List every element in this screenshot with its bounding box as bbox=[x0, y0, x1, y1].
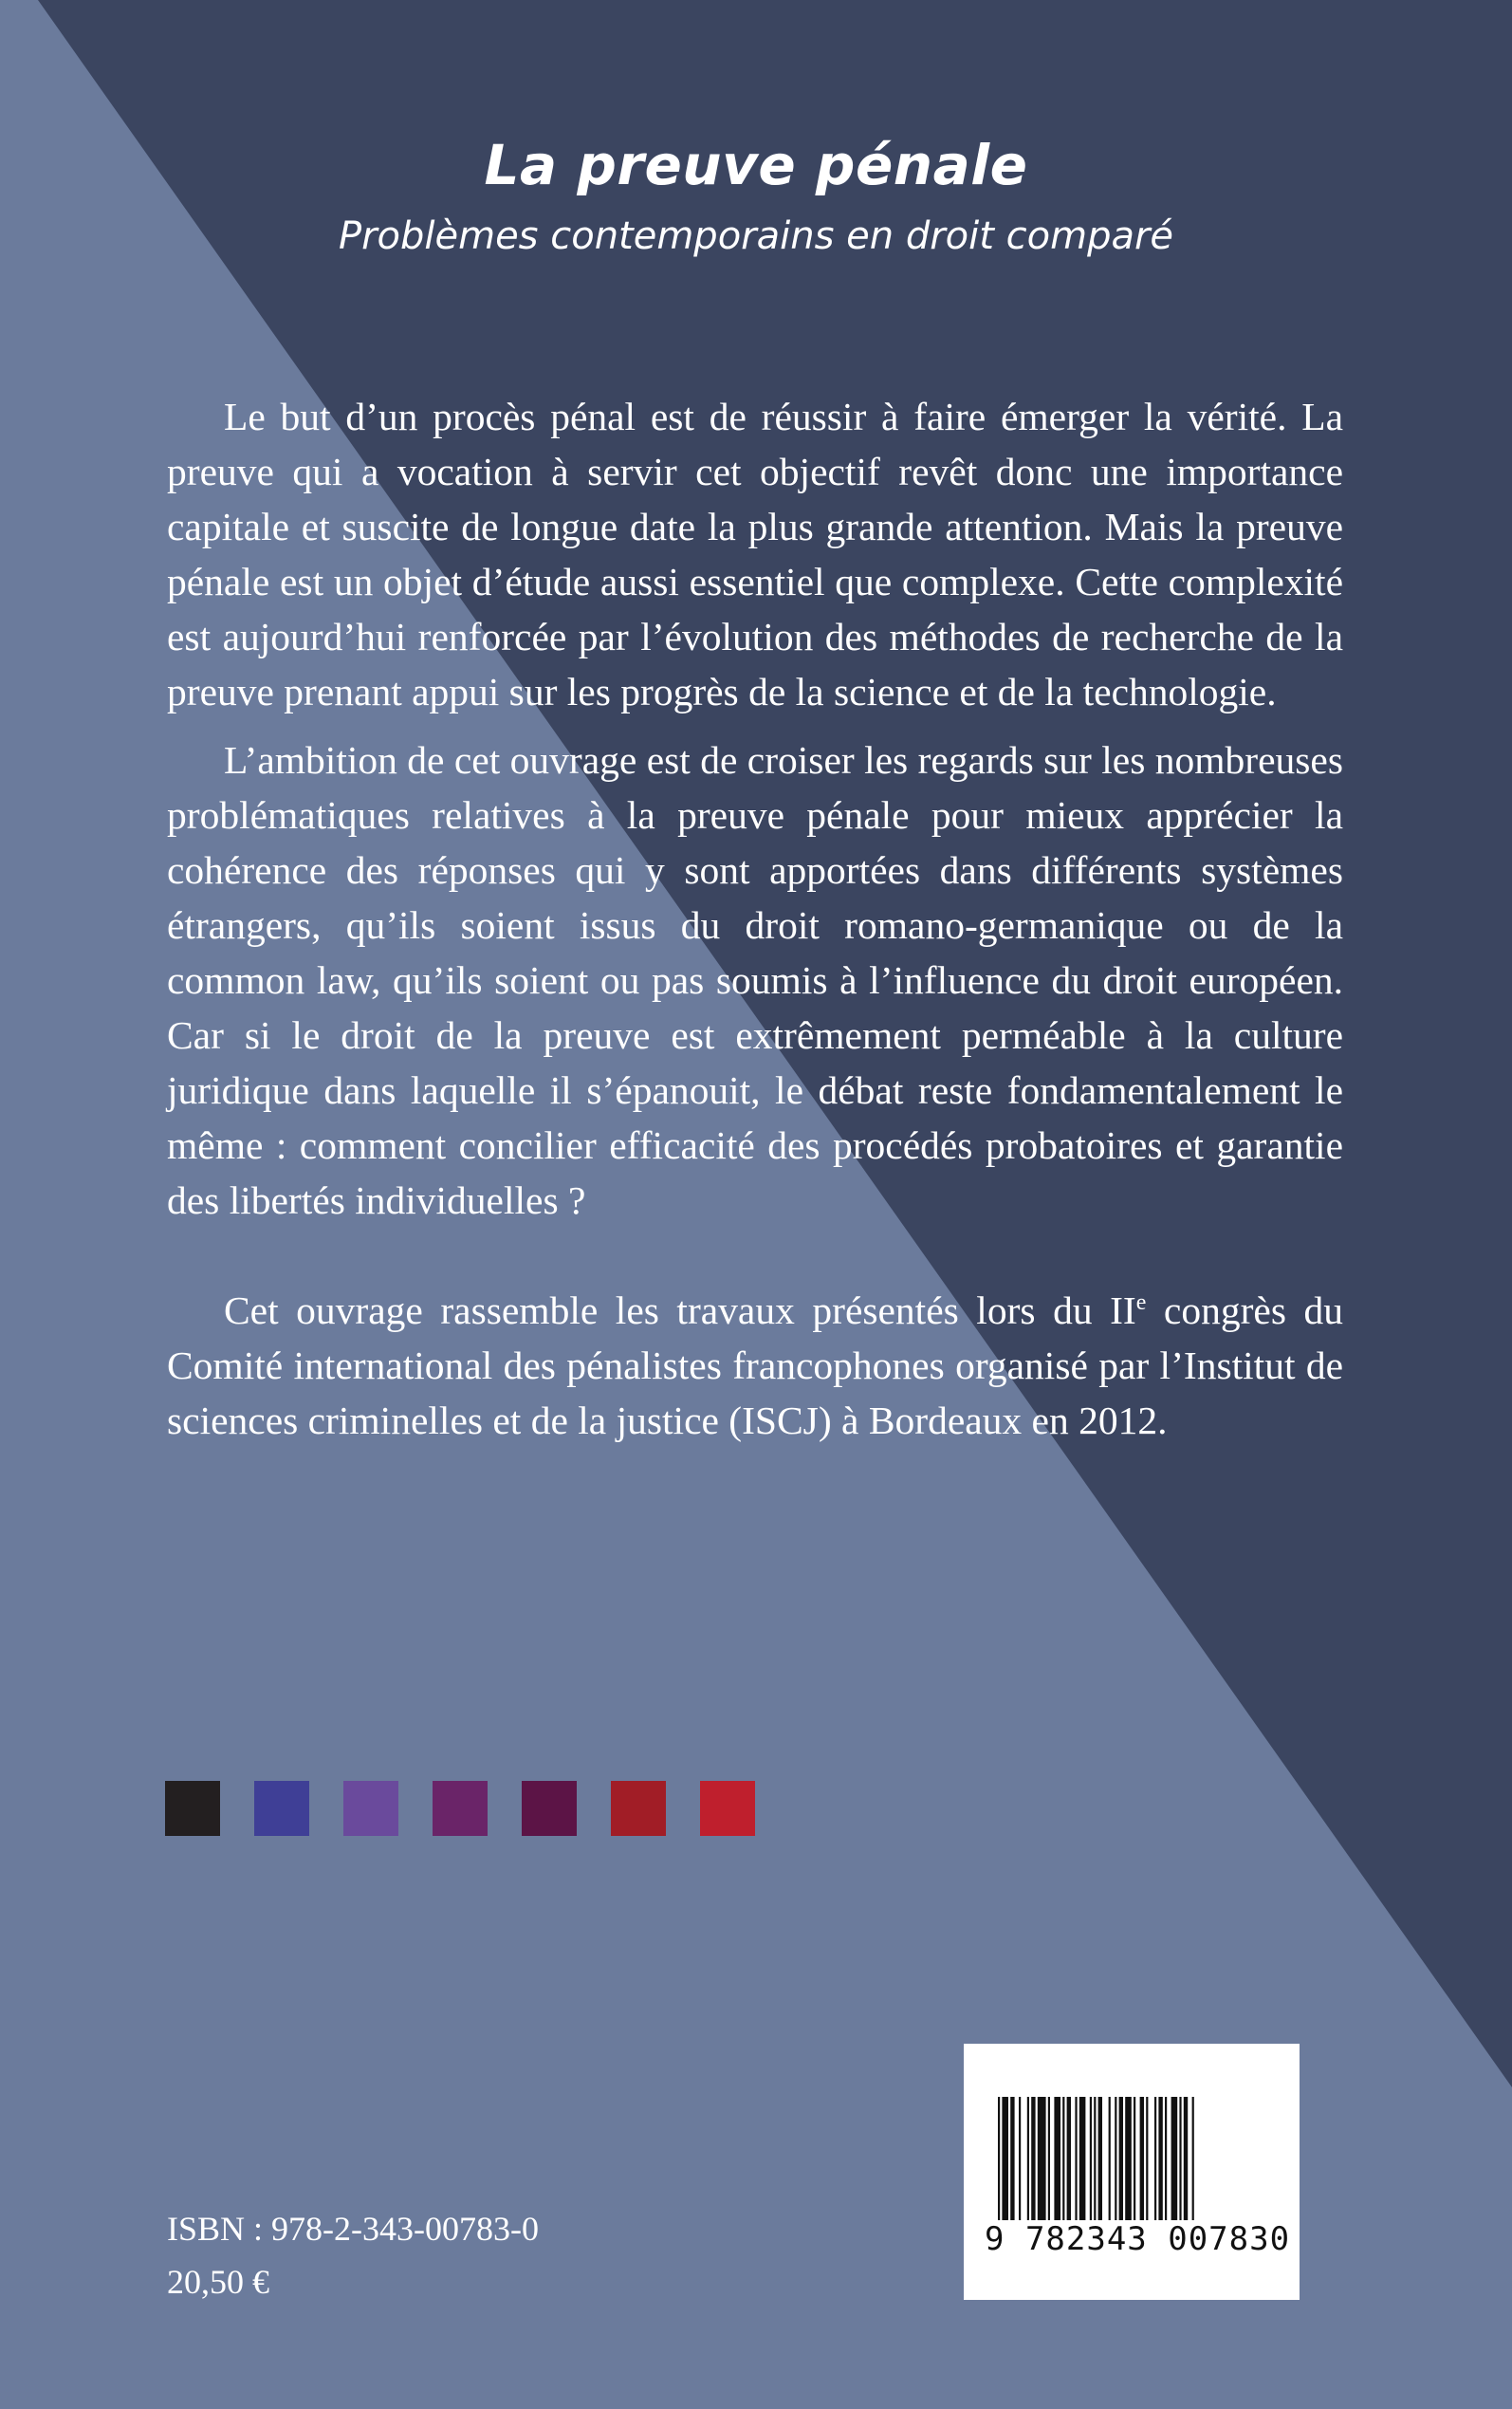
blurb-paragraph-2: L’ambition de cet ouvrage est de croiser les regards sur les nombreuses problématiques relatives à la preuve pénale pour mieux apprécier la cohérence des réponses qui y sont apportées dans différents systèmes étrangers, qu’ils soient issus du droit romano-germanique ou de la common law, qu’ils soient ou pas soumis à l’influence du droit européen. Car si le droit de la preuve est extrêmement perméable à la culture juridique dans laquelle il s’épanouit, le débat reste fondamentalement le même : comment concilier efficacité des procédés probatoires et garantie des libertés individuelles ? bbox=[167, 738, 1343, 1222]
barcode-bars bbox=[998, 2097, 1267, 2220]
barcode-bar bbox=[1075, 2097, 1077, 2220]
barcode-bar bbox=[1067, 2097, 1071, 2220]
barcode-bar bbox=[1079, 2097, 1086, 2220]
barcode-bar bbox=[1154, 2097, 1156, 2220]
barcode-bar bbox=[1184, 2097, 1188, 2220]
barcode-bar bbox=[1090, 2097, 1092, 2220]
ordinal-superscript: e bbox=[1135, 1290, 1147, 1316]
barcode-bar bbox=[1146, 2097, 1148, 2220]
blurb-paragraph-3 bbox=[167, 1283, 1343, 1448]
barcode-bar bbox=[1019, 2097, 1021, 2220]
barcode-bar bbox=[1054, 2097, 1060, 2220]
barcode-bar bbox=[1002, 2097, 1008, 2220]
blurb-paragraph-1: Le but d’un procès pénal est de réussir à faire émerger la vérité. La preuve qui a vocation à servir cet objectif revêt donc une importance capitale et suscite de longue date la plus grande attention. Mais la preuve pénale est un objet d’étude aussi essentiel que complexe. Cette complexité est aujourd’hui renforcée par l’évolution des méthodes de recherche de la preuve prenant appui sur les progrès de la science et de la technologie. bbox=[167, 395, 1343, 713]
book-subtitle: Problèmes contemporains en droit comparé bbox=[338, 214, 1174, 258]
barcode-bar bbox=[1038, 2097, 1046, 2220]
color-swatch bbox=[343, 1781, 398, 1836]
barcode-bar bbox=[1119, 2097, 1123, 2220]
barcode-bar bbox=[1115, 2097, 1116, 2220]
barcode-bar bbox=[998, 2097, 1000, 2220]
barcode-bar bbox=[1048, 2097, 1050, 2220]
barcode-bar bbox=[1165, 2097, 1167, 2220]
barcode-bar bbox=[1171, 2097, 1178, 2220]
color-swatch bbox=[433, 1781, 488, 1836]
blurb-text bbox=[167, 389, 1343, 1448]
barcode-bar bbox=[1134, 2097, 1135, 2220]
color-swatch bbox=[611, 1781, 666, 1836]
barcode-bar bbox=[1125, 2097, 1132, 2220]
barcode-bar bbox=[1109, 2097, 1111, 2220]
barcode-bar bbox=[1192, 2097, 1194, 2220]
barcode-bar bbox=[1098, 2097, 1102, 2220]
barcode-bar bbox=[1179, 2097, 1181, 2220]
barcode-bar bbox=[1031, 2097, 1035, 2220]
barcode-bar bbox=[1094, 2097, 1096, 2220]
barcode-digits: 9 782343 007830 bbox=[985, 2220, 1291, 2258]
blurb-paragraph-3-start: Cet ouvrage rassemble les travaux présentés lors du II bbox=[224, 1288, 1136, 1332]
color-swatch bbox=[254, 1781, 309, 1836]
barcode-bar bbox=[1062, 2097, 1064, 2220]
price-text: 20,50 € bbox=[167, 2263, 269, 2301]
blurb-paragraph-3-end: congrès du Comité international des pénalistes francophones organisé par l’Institut de sciences criminelles et de la justice (ISCJ) à Bordeaux en 2012. bbox=[167, 1288, 1343, 1442]
color-swatch-row bbox=[165, 1781, 763, 1836]
barcode-panel bbox=[964, 2044, 1300, 2300]
isbn-text: ISBN : 978-2-343-00783-0 bbox=[167, 2210, 539, 2248]
barcode-bar bbox=[1010, 2097, 1014, 2220]
barcode-bar bbox=[1158, 2097, 1162, 2220]
color-swatch bbox=[522, 1781, 577, 1836]
book-title: La preuve pénale bbox=[484, 133, 1028, 197]
barcode-bar bbox=[1140, 2097, 1144, 2220]
color-swatch bbox=[165, 1781, 220, 1836]
barcode-bar bbox=[1027, 2097, 1029, 2220]
color-swatch bbox=[700, 1781, 755, 1836]
